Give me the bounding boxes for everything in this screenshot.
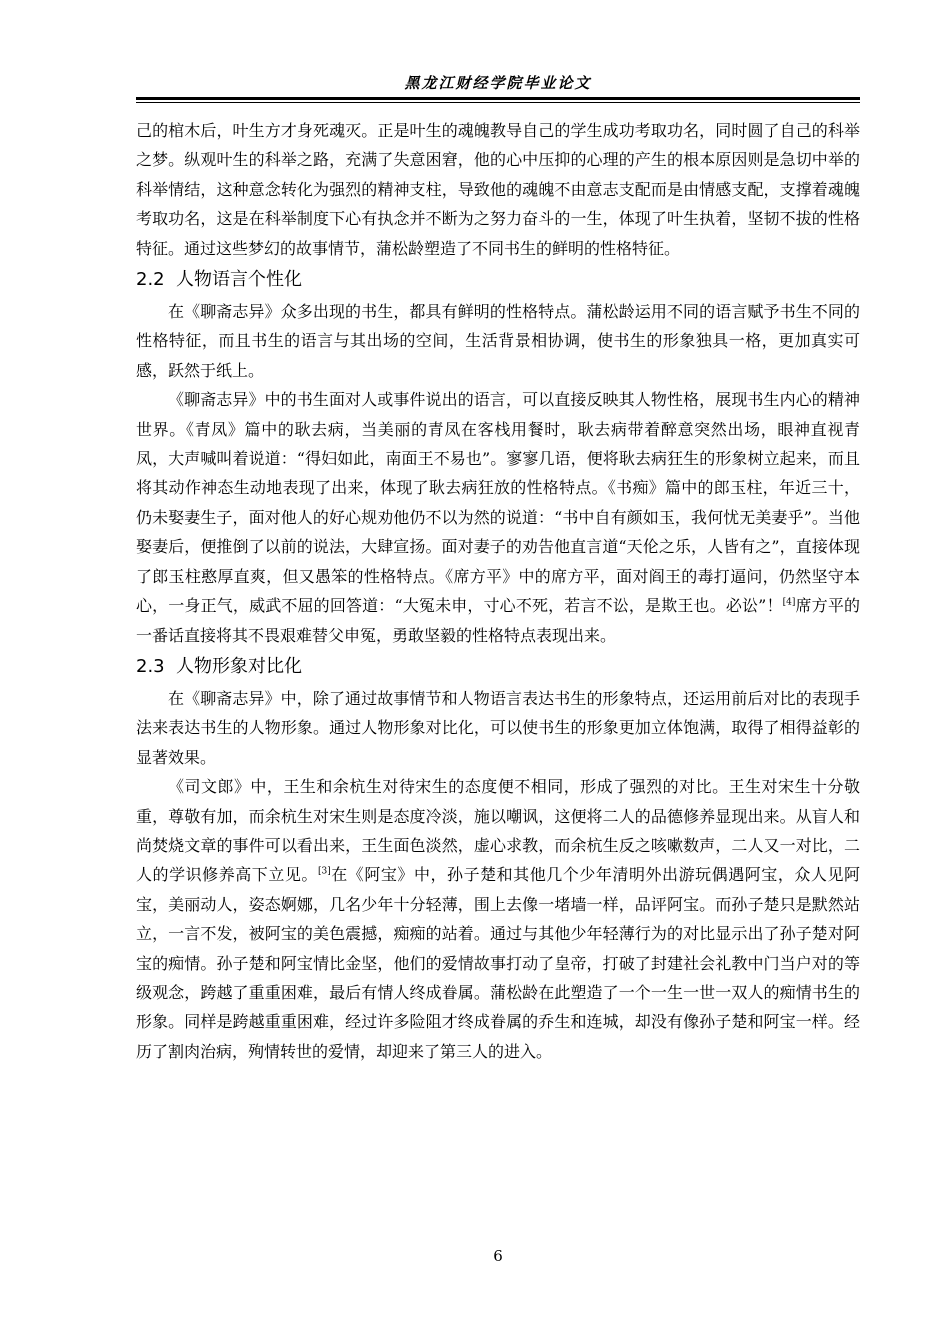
citation-marker: [4]: [782, 597, 796, 608]
section-heading-2-2: [136, 265, 860, 295]
header-rule-thick: [136, 97, 860, 100]
header-rule-thin: [136, 102, 860, 103]
paragraph: 在《聊斋志异》中，除了通过故事情节和人物语言表达书生的形象特点，还运用前后对比的表现手法来表达书生的人物形象。通过人物形象对比化，可以使书生的形象更加立体饱满，取得了相得益彰的显著效果。: [136, 688, 860, 767]
paragraph-text: 席方平的一番话直接将其不畏艰难替父申冤，勇敢坚毅的性格特点表现出来。: [136, 596, 860, 645]
paragraph: 在《聊斋志异》众多出现的书生，都具有鲜明的性格特点。蒲松龄运用不同的语言赋予书生不同的性格特征，而且书生的语言与其出场的空间，生活背景相协调，使书生的形象独具一格，更加真实可感，跃然于纸上。: [136, 302, 860, 380]
paragraph-text: 在《阿宝》中，孙子楚和其他几个少年清明外出游玩偶遇阿宝，众人见阿宝，美丽动人，姿态婀娜，几名少年十分轻薄，围上去像一堵墙一样，品评阿宝。而孙子楚只是默然站立，一言不发，被阿宝的美色震撼，痴痴的站着。通过与其他少年轻薄行为的对比显示出了孙子楚对阿宝的痴情。孙子楚和阿宝情比金坚，他们的爱情故事打动了皇帝，打破了封建社会礼教中门当户对的等级观念，跨越了重重困难，最后有情人终成眷属。蒲松龄在此塑造了一个一生一世一双人的痴情书生的形象。同样是跨越重重困难，经过许多险阻才终成眷属的乔生和连城，却没有像孙子楚和阿宝一样。经历了割肉治病，殉情转世的爱情，却迎来了第三人的进入。: [136, 865, 860, 1061]
body-text: [136, 116, 860, 1066]
paragraph: [136, 385, 860, 650]
paragraph-text: 《司文郎》中，王生和余杭生对待宋生的态度便不相同，形成了强烈的对比。王生对宋生十分敬重，尊敬有加，而余杭生对宋生则是态度冷淡，施以嘲讽，这便将二人的品德修养显现出来。从盲人和尚焚烧文章的事件可以看出来，王生面色淡然，虚心求教，而余杭生反之咳嗽数声，二人又一对比，二人的学识修养高下立见。: [136, 777, 860, 885]
section-number: 2.2: [136, 269, 165, 291]
section-heading-2-3: [136, 652, 860, 682]
paragraph-text: 《聊斋志异》中的书生面对人或事件说出的语言，可以直接反映其人物性格，展现书生内心的精神世界。《青凤》篇中的耿去病，当美丽的青凤在客栈用餐时，耿去病带着醉意突然出场，眼神直视青凤，大声喊叫着说道：“得妇如此，南面王不易也”。寥寥几语，便将耿去病狂生的形象树立起来，而且将其动作神态生动地表现了出来，体现了耿去病狂放的性格特点。《书痴》篇中的郎玉柱，年近三十，仍未娶妻生子，面对他人的好心规劝他仍不以为然的说道：“书中自有颜如玉，我何忧无美妻乎”。当他娶妻后，便推倒了以前的说法，大肆宣扬。面对妻子的劝告他直言道“天伦之乐，人皆有之”，直接体现了郎玉柱憨厚直爽，但又愚笨的性格特点。《席方平》中的席方平，面对阎王的毒打逼问，仍然坚守本心，一身正气，威武不屈的回答道：“大冤未申，寸心不死，若言不讼，是欺王也。必讼”！: [136, 390, 860, 616]
section-title: 人物语言个性化: [176, 269, 302, 291]
section-number: 2.3: [136, 655, 165, 677]
page-number: 6: [493, 1247, 503, 1265]
section-title: 人物形象对比化: [176, 655, 302, 677]
running-header-title: 黑龙江财经学院毕业论文: [404, 74, 592, 92]
paragraph-continued: 己的棺木后，叶生方才身死魂灭。正是叶生的魂魄教导自己的学生成功考取功名，同时圆了自己的科举之梦。纵观叶生的科举之路，充满了失意困窘，他的心中压抑的心理的产生的根本原因则是急切中举的科举情结，这种意念转化为强烈的精神支柱，导致他的魂魄不由意志支配而是由情感支配，支撑着魂魄考取功名，这是在科举制度下心有执念并不断为之努力奋斗的一生，体现了叶生执着，坚韧不拔的性格特征。通过这些梦幻的故事情节，蒲松龄塑造了不同书生的鲜明的性格特征。: [136, 121, 860, 258]
citation-marker: [3]: [317, 867, 331, 878]
paragraph: [136, 772, 860, 1066]
